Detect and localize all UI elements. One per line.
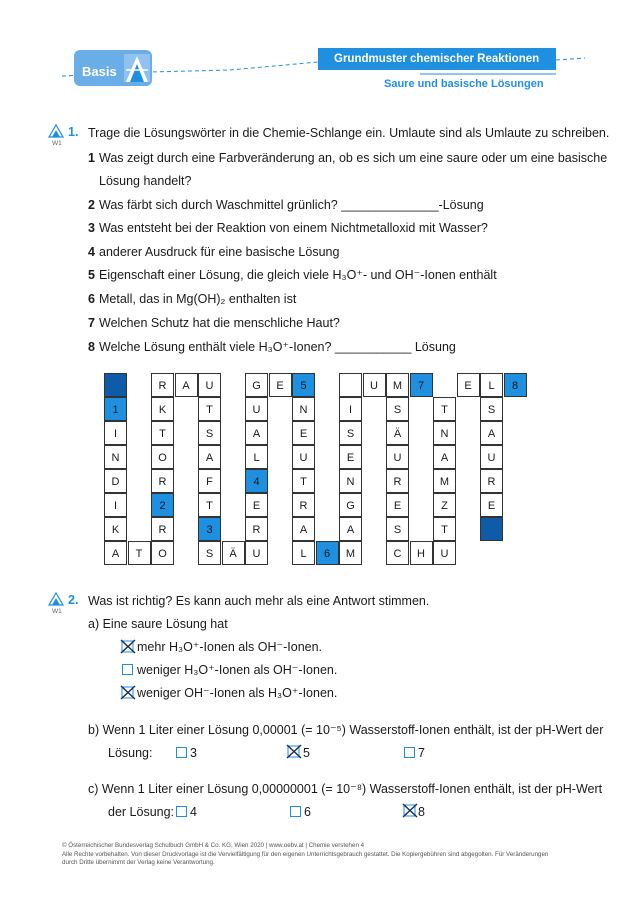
question-text: Was zeigt durch eine Farbveränderung an, ob es sich um eine saure oder um eine basische bbox=[99, 151, 608, 165]
grid-cell[interactable]: U bbox=[198, 373, 221, 397]
grid-cell[interactable]: L bbox=[292, 541, 315, 565]
footer-rights-cont: durch Dritte übernimmt der Verlag keine Verantwortung. bbox=[62, 859, 215, 866]
option-a3-label: weniger OH⁻-Ionen als H₃O⁺-Ionen. bbox=[137, 686, 338, 700]
grid-cell[interactable]: F bbox=[198, 469, 221, 493]
grid-cell[interactable]: E bbox=[245, 493, 268, 517]
grid-cell[interactable]: N bbox=[104, 445, 127, 469]
checkbox-checked-icon[interactable] bbox=[286, 743, 302, 759]
grid-cell[interactable]: A bbox=[198, 445, 221, 469]
task-number: 2. bbox=[68, 593, 79, 607]
grid-cell[interactable]: H bbox=[410, 541, 433, 565]
grid-cell[interactable]: 7 bbox=[410, 373, 433, 397]
question-text: Was entsteht bei der Reaktion von einem Nichtmetalloxid mit Wasser? bbox=[99, 221, 488, 235]
grid-cell[interactable]: T bbox=[128, 541, 151, 565]
checkbox-empty[interactable] bbox=[176, 806, 187, 817]
option-c3-label: 8 bbox=[418, 805, 425, 819]
grid-cell[interactable]: O bbox=[151, 541, 174, 565]
question-text: Welchen Schutz hat die menschliche Haut? bbox=[99, 316, 340, 330]
task-instruction: Was ist richtig? Es kann auch mehr als eine Antwort stimmen. bbox=[88, 594, 430, 608]
grid-cell[interactable]: R bbox=[245, 517, 268, 541]
checkbox-empty[interactable] bbox=[122, 664, 133, 675]
question-number: 1 bbox=[88, 151, 95, 165]
grid-cell[interactable]: R bbox=[151, 373, 174, 397]
task-code: W1 bbox=[52, 140, 62, 147]
grid-cell[interactable]: T bbox=[198, 493, 221, 517]
grid-cell[interactable]: E bbox=[339, 445, 362, 469]
grid-cell[interactable]: A bbox=[104, 541, 127, 565]
checkbox-checked-icon[interactable] bbox=[402, 802, 418, 818]
grid-cell[interactable]: E bbox=[457, 373, 480, 397]
grid-cell[interactable]: A bbox=[292, 517, 315, 541]
grid-cell[interactable] bbox=[480, 517, 503, 541]
grid-cell[interactable]: T bbox=[433, 517, 456, 541]
option-a1-label: mehr H₃O⁺-Ionen als OH⁻-Ionen. bbox=[137, 640, 323, 654]
footer-copyright: © Österreichischer Bundesverlag Schulbuch GmbH & Co. KG, Wien 2020 | www.oebv.at | Chemie verstehen 4 bbox=[62, 842, 365, 849]
checkbox-empty[interactable] bbox=[176, 747, 187, 758]
question-text: Eigenschaft einer Lösung, die gleich viele H₃O⁺- und OH⁻-Ionen enthält bbox=[99, 268, 497, 282]
question-number: 7 bbox=[88, 316, 95, 330]
question-number: 4 bbox=[88, 245, 95, 259]
grid-cell[interactable]: E bbox=[480, 493, 503, 517]
grid-cell[interactable]: E bbox=[386, 493, 409, 517]
subtask-c-label-cont: der Lösung: bbox=[108, 805, 175, 819]
grid-cell[interactable]: G bbox=[245, 373, 268, 397]
basis-badge: Basis bbox=[82, 64, 117, 79]
grid-cell[interactable]: L bbox=[245, 445, 268, 469]
grid-cell[interactable]: S bbox=[339, 421, 362, 445]
grid-cell[interactable]: S bbox=[386, 517, 409, 541]
grid-cell[interactable]: R bbox=[480, 469, 503, 493]
grid-cell[interactable]: Ä bbox=[386, 421, 409, 445]
grid-cell[interactable]: Ä bbox=[222, 541, 245, 565]
option-c1-label: 4 bbox=[190, 805, 197, 819]
question-text: Metall, das in Mg(OH)₂ enthalten ist bbox=[99, 292, 297, 306]
question-number: 8 bbox=[88, 340, 95, 354]
grid-cell[interactable]: A bbox=[339, 517, 362, 541]
checkbox-checked-icon[interactable] bbox=[120, 638, 136, 654]
question-number: 5 bbox=[88, 268, 95, 282]
grid-cell[interactable]: A bbox=[245, 421, 268, 445]
option-b2-label: 5 bbox=[303, 746, 310, 760]
task-code: W1 bbox=[52, 608, 62, 615]
grid-cell[interactable]: T bbox=[292, 469, 315, 493]
grid-cell[interactable]: D bbox=[104, 469, 127, 493]
grid-cell[interactable]: I bbox=[104, 421, 127, 445]
grid-cell[interactable]: T bbox=[151, 421, 174, 445]
grid-cell[interactable]: I bbox=[339, 397, 362, 421]
footer-rights: Alle Rechte vorbehalten. Von dieser Druckvorlage ist die Vervielfältigung für den eigenen Unterrichtsgebrauch gestattet. Die Kopiergebühren sind abgegolten. Für Veränderungen bbox=[62, 851, 549, 858]
task-level-icon bbox=[48, 124, 64, 138]
task-instruction: Trage die Lösungswörter in die Chemie-Schlange ein. Umlaute sind als Umlaute zu schreiben. bbox=[88, 126, 610, 140]
grid-cell[interactable]: U bbox=[363, 373, 386, 397]
subtask-b-label-cont: Lösung: bbox=[108, 746, 153, 760]
option-b1-label: 3 bbox=[190, 746, 197, 760]
grid-cell[interactable] bbox=[104, 373, 127, 397]
grid-cell[interactable]: G bbox=[339, 493, 362, 517]
grid-cell[interactable]: U bbox=[292, 445, 315, 469]
grid-cell[interactable]: S bbox=[198, 541, 221, 565]
grid-cell[interactable]: N bbox=[339, 469, 362, 493]
grid-cell[interactable]: A bbox=[480, 421, 503, 445]
question-number: 2 bbox=[88, 198, 95, 212]
grid-cell[interactable]: A bbox=[433, 445, 456, 469]
grid-cell[interactable]: U bbox=[245, 541, 268, 565]
option-c2-label: 6 bbox=[304, 805, 311, 819]
grid-cell[interactable]: U bbox=[386, 445, 409, 469]
grid-cell[interactable]: L bbox=[480, 373, 503, 397]
grid-cell[interactable]: N bbox=[433, 421, 456, 445]
grid-cell[interactable]: S bbox=[198, 421, 221, 445]
grid-cell[interactable]: 8 bbox=[504, 373, 527, 397]
grid-cell[interactable]: I bbox=[104, 493, 127, 517]
question-text: Lösung handelt? bbox=[99, 174, 192, 188]
task-level-icon bbox=[48, 592, 64, 606]
checkbox-checked-icon[interactable] bbox=[120, 684, 136, 700]
grid-cell[interactable]: U bbox=[245, 397, 268, 421]
grid-cell[interactable]: R bbox=[386, 469, 409, 493]
grid-cell[interactable]: 4 bbox=[245, 469, 268, 493]
grid-cell[interactable]: R bbox=[151, 469, 174, 493]
grid-cell[interactable]: Z bbox=[433, 493, 456, 517]
grid-cell[interactable]: M bbox=[433, 469, 456, 493]
grid-cell[interactable]: T bbox=[433, 397, 456, 421]
grid-cell[interactable]: E bbox=[269, 373, 292, 397]
grid-cell[interactable]: U bbox=[480, 445, 503, 469]
grid-cell[interactable]: T bbox=[198, 397, 221, 421]
page-header bbox=[0, 0, 640, 100]
question-text: anderer Ausdruck für eine basische Lösung bbox=[99, 245, 340, 259]
grid-cell[interactable]: 6 bbox=[316, 541, 339, 565]
grid-cell[interactable]: A bbox=[175, 373, 198, 397]
grid-cell[interactable]: 1 bbox=[104, 397, 127, 421]
grid-cell[interactable]: K bbox=[151, 397, 174, 421]
grid-cell[interactable]: R bbox=[292, 493, 315, 517]
grid-cell[interactable] bbox=[339, 373, 362, 397]
grid-cell[interactable]: E bbox=[292, 421, 315, 445]
grid-cell[interactable]: O bbox=[151, 445, 174, 469]
question-number: 6 bbox=[88, 292, 95, 306]
checkbox-empty[interactable] bbox=[290, 806, 301, 817]
grid-cell[interactable]: S bbox=[480, 397, 503, 421]
grid-cell[interactable]: 2 bbox=[151, 493, 174, 517]
grid-cell[interactable]: N bbox=[292, 397, 315, 421]
option-a2-label: weniger H₃O⁺-Ionen als OH⁻-Ionen. bbox=[137, 663, 338, 677]
grid-cell[interactable]: S bbox=[386, 397, 409, 421]
subtask-a-label: a) Eine saure Lösung hat bbox=[88, 617, 228, 631]
checkbox-empty[interactable] bbox=[404, 747, 415, 758]
grid-cell[interactable]: M bbox=[386, 373, 409, 397]
question-number: 3 bbox=[88, 221, 95, 235]
grid-cell[interactable]: M bbox=[339, 541, 362, 565]
grid-cell[interactable]: U bbox=[433, 541, 456, 565]
grid-cell[interactable]: 3 bbox=[198, 517, 221, 541]
task-number: 1. bbox=[68, 125, 79, 139]
grid-cell[interactable]: 5 bbox=[292, 373, 315, 397]
subtask-c-label: c) Wenn 1 Liter einer Lösung 0,00000001 (= 10⁻⁸) Wasserstoff-Ionen enthält, ist der pH-Wert bbox=[88, 782, 603, 796]
question-text: Welche Lösung enthält viele H₃O⁺-Ionen? ___________ Lösung bbox=[99, 340, 456, 354]
page-title: Grundmuster chemischer Reaktionen bbox=[318, 48, 556, 70]
question-text: Was färbt sich durch Waschmittel grünlich? ______________-Lösung bbox=[99, 198, 484, 212]
grid-cell[interactable]: C bbox=[386, 541, 409, 565]
page-subtitle: Saure und basische Lösungen bbox=[384, 78, 544, 90]
grid-cell[interactable]: K bbox=[104, 517, 127, 541]
subtask-b-label: b) Wenn 1 Liter einer Lösung 0,00001 (= 10⁻⁵) Wasserstoff-Ionen enthält, ist der pH-Wert der bbox=[88, 723, 604, 737]
grid-cell[interactable]: R bbox=[151, 517, 174, 541]
option-b3-label: 7 bbox=[418, 746, 425, 760]
